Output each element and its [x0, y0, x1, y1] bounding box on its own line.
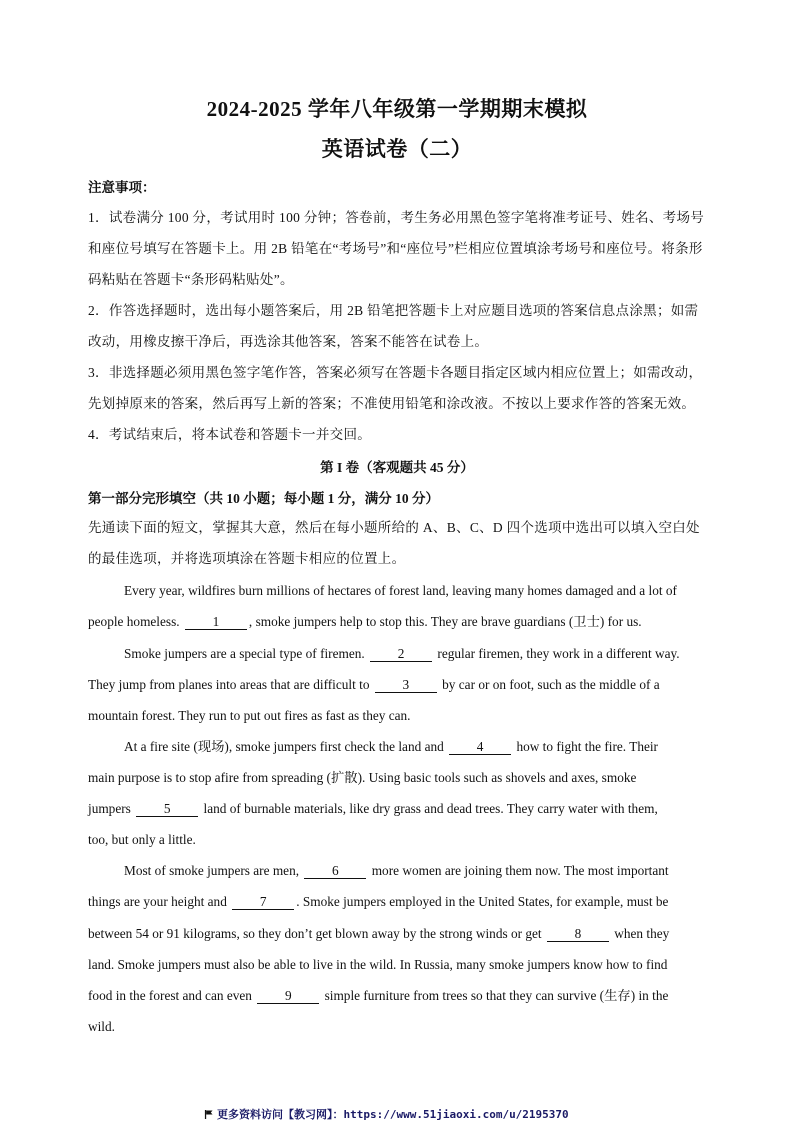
blank-6: 6 [304, 864, 366, 879]
blank-1: 1 [185, 615, 247, 630]
notice-line: 2．作答选择题时，选出每小题答案后，用 2B 铅笔把答题卡上对应题目选项的答案信息点涂黑；如需 [88, 303, 699, 318]
passage-text: between 54 or 91 kilograms, so they don’t get blown away by the strong winds or get [88, 926, 542, 941]
section-heading: 第 I 卷（客观题共 45 分） [320, 460, 474, 475]
passage-line [88, 987, 668, 1005]
blank-7: 7 [232, 895, 294, 910]
passage-line: too, but only a little. [88, 832, 196, 847]
notice-line: 改动，用橡皮擦干净后，再选涂其他答案，答案不能答在试卷上。 [88, 334, 489, 349]
passage-text: Most of smoke jumpers are men, [124, 863, 300, 878]
footer-text[interactable]: 更多资料访问【教习网】：https://www.51jiaoxi.com/u/2195370 [217, 1108, 569, 1121]
notice-heading: 注意事项： [88, 180, 156, 195]
passage-line [124, 862, 669, 880]
footer-link[interactable] [204, 1106, 569, 1122]
notice-line: 和座位号填写在答题卡上。用 2B 铅笔在“考场号”和“座位号”栏相应位置填涂考场号和座位号。将条形 [88, 241, 703, 256]
instruction-line: 先通读下面的短文，掌握其大意，然后在每小题所给的 A、B、C、D 四个选项中选出可以填入空白处 [88, 520, 700, 535]
blank-3: 3 [375, 678, 437, 693]
passage-line [88, 800, 658, 818]
passage-text: more women are joining them now. The most important [371, 863, 669, 878]
exam-title: 2024-2025 学年八年级第一学期期末模拟 [206, 97, 588, 121]
passage-line [124, 645, 680, 663]
blank-8: 8 [547, 927, 609, 942]
blank-4: 4 [449, 740, 511, 755]
passage-text: jumpers [88, 801, 131, 816]
passage-line: mountain forest. They run to put out fires as fast as they can. [88, 708, 411, 723]
notice-line: 3．非选择题必须用黑色签字笔作答，答案必须写在答题卡各题目指定区域内相应位置上；如需改动， [88, 365, 703, 380]
exam-subtitle: 英语试卷（二） [321, 137, 473, 161]
passage-line: land. Smoke jumpers must also be able to live in the wild. In Russia, many smoke jumpers know how to find [88, 957, 668, 972]
passage-text: land of burnable materials, like dry grass and dead trees. They carry water with them, [203, 801, 658, 816]
passage-line: wild. [88, 1019, 115, 1034]
passage-line [88, 925, 669, 943]
passage-line [88, 676, 660, 694]
passage-line: Every year, wildfires burn millions of hectares of forest land, leaving many homes damaged and a lot of [124, 583, 677, 598]
passage-text: by car or on foot, such as the middle of a [442, 677, 660, 692]
passage-text: things are your height and [88, 894, 227, 909]
passage-text: Smoke jumpers are a special type of firemen. [124, 646, 365, 661]
notice-line: 码粘贴在答题卡“条形码粘贴处”。 [88, 272, 294, 287]
passage-text: , smoke jumpers help to stop this. They are brave guardians (卫士) for us. [248, 614, 642, 629]
passage-text: when they [614, 926, 670, 941]
passage-line: main purpose is to stop afire from spreading (扩散). Using basic tools such as shovels and axes, smoke [88, 770, 637, 785]
instruction-line: 的最佳选项，并将选项填涂在答题卡相应的位置上。 [88, 551, 406, 566]
passage-line [124, 738, 658, 756]
passage-text: people homeless. [88, 614, 180, 629]
passage-line [88, 893, 668, 911]
passage-text: regular firemen, they work in a different way. [437, 646, 680, 661]
part-heading: 第一部分完形填空（共 10 小题；每小题 1 分，满分 10 分） [88, 491, 439, 506]
passage-line [88, 613, 642, 631]
notice-line: 先划掉原来的答案，然后再写上新的答案；不准使用铅笔和涂改液。不按以上要求作答的答案无效。 [88, 396, 696, 411]
passage-text: . Smoke jumpers employed in the United States, for example, must be [296, 894, 669, 909]
notice-line: 1．试卷满分 100 分，考试用时 100 分钟；答卷前，考生务必用黑色签字笔将准考证号、姓名、考场号 [88, 210, 705, 225]
passage-text: They jump from planes into areas that are difficult to [88, 677, 370, 692]
notice-line: 4．考试结束后，将本试卷和答题卡一并交回。 [88, 427, 372, 442]
blank-9: 9 [257, 989, 319, 1004]
passage-text: food in the forest and can even [88, 988, 252, 1003]
passage-text: At a fire site (现场), smoke jumpers first check the land and [124, 739, 444, 754]
passage-text: how to fight the fire. Their [516, 739, 658, 754]
blank-5: 5 [136, 802, 198, 817]
passage-text: simple furniture from trees so that they can survive (生存) in the [324, 988, 669, 1003]
blank-2: 2 [370, 647, 432, 662]
flag-icon [204, 1110, 213, 1119]
